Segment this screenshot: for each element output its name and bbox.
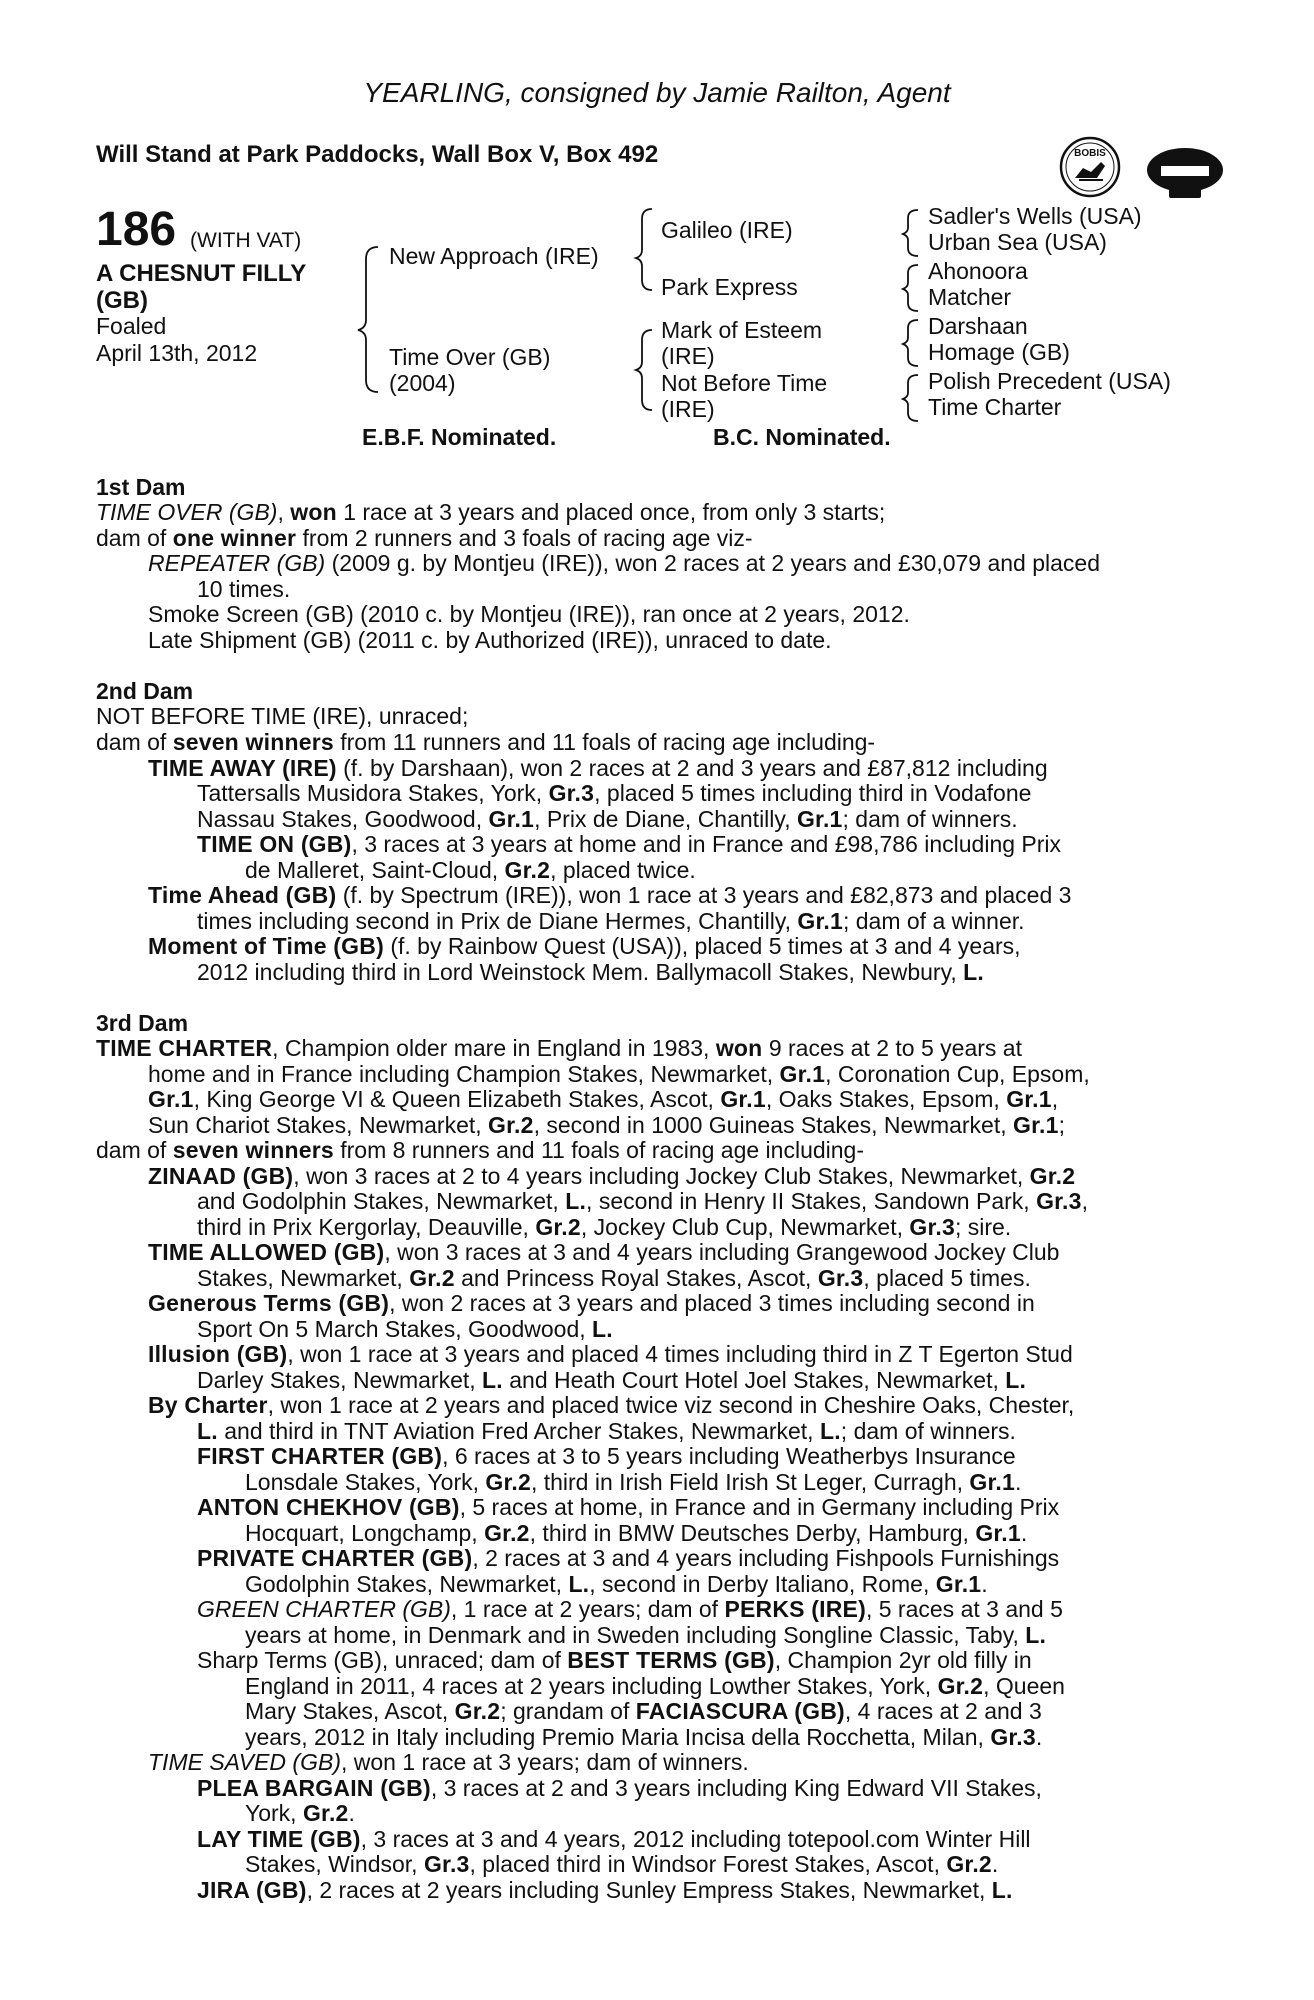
text-line: PLEA BARGAIN (GB), 3 races at 2 and 3 years including King Edward VII Stakes, <box>197 1775 1042 1801</box>
lot-description-line2: (GB) <box>96 287 148 314</box>
text-line: 10 times. <box>197 576 291 602</box>
text-line: REPEATER (GB) (2009 g. by Montjeu (IRE)), won 2 races at 2 years and £30,079 and placed <box>148 550 1101 576</box>
text-line: Tattersalls Musidora Stakes, York, Gr.3, placed 5 times including third in Vodafone <box>197 780 1032 806</box>
text-line: Stakes, Newmarket, Gr.2 and Princess Royal Stakes, Ascot, Gr.3, placed 5 times. <box>197 1265 1031 1291</box>
pedigree-dam-year: (2004) <box>389 370 456 396</box>
text-line: years, 2012 in Italy including Premio Maria Incisa della Rocchetta, Milan, Gr.3. <box>245 1724 1043 1750</box>
text-line: Nassau Stakes, Goodwood, Gr.1, Prix de Diane, Chantilly, Gr.1; dam of winners. <box>197 806 1018 832</box>
text-line: TIME CHARTER, Champion older mare in England in 1983, won 9 races at 2 to 5 years at <box>96 1035 1022 1061</box>
text-line: Time Ahead (GB) (f. by Spectrum (IRE)), won 1 race at 3 years and £82,873 and placed 3 <box>148 882 1072 908</box>
text-line: Sun Chariot Stakes, Newmarket, Gr.2, second in 1000 Guineas Stakes, Newmarket, Gr.1; <box>148 1112 1065 1138</box>
pedigree-g1: Sadler's Wells (USA) <box>928 203 1142 229</box>
text-line: PRIVATE CHARTER (GB), 2 races at 3 and 4 years including Fishpools Furnishings <box>197 1545 1060 1571</box>
page-title: YEARLING, consigned by Jamie Railton, Agent <box>363 77 951 108</box>
text-line: ZINAAD (GB), won 3 races at 2 to 4 years including Jockey Club Stakes, Newmarket, Gr.2 <box>148 1163 1076 1189</box>
pedigree-dam-sire-country: (IRE) <box>661 343 715 369</box>
text-line: Illusion (GB), won 1 race at 3 years and placed 4 times including third in Z T Egerton Stud <box>148 1341 1073 1367</box>
text-line: Sharp Terms (GB), unraced; dam of BEST TERMS (GB), Champion 2yr old filly in <box>197 1647 1032 1673</box>
text-line: TIME OVER (GB), won 1 race at 3 years and placed once, from only 3 starts; <box>96 499 886 525</box>
text-line: FIRST CHARTER (GB), 6 races at 3 to 5 years including Weatherbys Insurance <box>197 1443 1016 1469</box>
text-line: England in 2011, 4 races at 2 years including Lowther Stakes, York, Gr.2, Queen <box>245 1673 1065 1699</box>
text-line: TIME ON (GB), 3 races at 3 years at home and in France and £98,786 including Prix <box>197 831 1062 857</box>
text-line: years at home, in Denmark and in Sweden including Songline Classic, Taby, L. <box>245 1622 1047 1648</box>
text-line: TIME SAVED (GB), won 1 race at 3 years; dam of winners. <box>148 1749 749 1775</box>
text-line: TIME AWAY (IRE) (f. by Darshaan), won 2 races at 2 and 3 years and £87,812 including <box>148 755 1048 781</box>
pedigree-dam-dam-country: (IRE) <box>661 396 715 422</box>
text-line: third in Prix Kergorlay, Deauville, Gr.2, Jockey Club Cup, Newmarket, Gr.3; sire. <box>197 1214 1012 1240</box>
second-dam-heading: 2nd Dam <box>96 678 194 704</box>
pedigree-g4: Matcher <box>928 284 1012 310</box>
pedigree-g2: Urban Sea (USA) <box>928 229 1107 255</box>
stand-location: Will Stand at Park Paddocks, Wall Box V, Box 492 <box>96 141 659 168</box>
text-line: NOT BEFORE TIME (IRE), unraced; <box>96 703 469 729</box>
foaled-label: Foaled <box>96 313 167 339</box>
pedigree-g5: Darshaan <box>928 313 1028 339</box>
lot-description-line1: A CHESNUT FILLY <box>96 260 307 287</box>
pedigree-g7: Polish Precedent (USA) <box>928 368 1171 394</box>
pedigree-dam: Time Over (GB) <box>389 344 551 370</box>
text-line: dam of seven winners from 11 runners and 11 foals of racing age including- <box>96 729 876 755</box>
third-dam-heading: 3rd Dam <box>96 1010 189 1036</box>
text-line: and Godolphin Stakes, Newmarket, L., second in Henry II Stakes, Sandown Park, Gr.3, <box>197 1188 1089 1214</box>
text-line: Godolphin Stakes, Newmarket, L., second in Derby Italiano, Rome, Gr.1. <box>245 1571 988 1597</box>
text-line: Mary Stakes, Ascot, Gr.2; grandam of FACIASCURA (GB), 4 races at 2 and 3 <box>245 1698 1042 1724</box>
text-line: 2012 including third in Lord Weinstock Mem. Ballymacoll Stakes, Newbury, L. <box>197 959 984 985</box>
bc-nominated: B.C. Nominated. <box>713 424 891 450</box>
text-line: Darley Stakes, Newmarket, L. and Heath Court Hotel Joel Stakes, Newmarket, L. <box>197 1367 1027 1393</box>
lot-number: 186 <box>96 203 177 256</box>
pedigree-g6: Homage (GB) <box>928 339 1070 365</box>
text-line: Stakes, Windsor, Gr.3, placed third in Windsor Forest Stakes, Ascot, Gr.2. <box>245 1851 999 1877</box>
text-line: L. and third in TNT Aviation Fred Archer Stakes, Newmarket, L.; dam of winners. <box>197 1418 1016 1444</box>
text-line: JIRA (GB), 2 races at 2 years including Sunley Empress Stakes, Newmarket, L. <box>197 1877 1013 1903</box>
text-line: dam of one winner from 2 runners and 3 foals of racing age viz- <box>96 525 753 551</box>
text-line: Sport On 5 March Stakes, Goodwood, L. <box>197 1316 613 1342</box>
pedigree-sire: New Approach (IRE) <box>389 243 599 269</box>
text-line: Gr.1, King George VI & Queen Elizabeth Stakes, Ascot, Gr.1, Oaks Stakes, Epsom, Gr.1, <box>148 1086 1059 1112</box>
vat-note: (WITH VAT) <box>190 229 302 252</box>
text-line: Lonsdale Stakes, York, Gr.2, third in Irish Field Irish St Leger, Curragh, Gr.1. <box>245 1469 1022 1495</box>
ebf-nominated: E.B.F. Nominated. <box>362 424 557 450</box>
text-line: home and in France including Champion Stakes, Newmarket, Gr.1, Coronation Cup, Epsom, <box>148 1061 1090 1087</box>
pedigree-dam-dam: Not Before Time <box>661 370 828 396</box>
pedigree-g8: Time Charter <box>928 394 1062 420</box>
bobis-logo-text: BOBIS <box>1074 148 1106 159</box>
text-line: times including second in Prix de Diane Hermes, Chantilly, Gr.1; dam of a winner. <box>197 908 1025 934</box>
text-line: Hocquart, Longchamp, Gr.2, third in BMW Deutsches Derby, Hamburg, Gr.1. <box>245 1520 1028 1546</box>
pedigree-sire-sire: Galileo (IRE) <box>661 217 793 243</box>
text-line: dam of seven winners from 8 runners and 11 foals of racing age including- <box>96 1137 865 1163</box>
text-line: Moment of Time (GB) (f. by Rainbow Quest (USA)), placed 5 times at 3 and 4 years, <box>148 933 1021 959</box>
text-line: de Malleret, Saint-Cloud, Gr.2, placed twice. <box>245 857 696 883</box>
foaled-date: April 13th, 2012 <box>96 340 258 366</box>
text-line: GREEN CHARTER (GB), 1 race at 2 years; dam of PERKS (IRE), 5 races at 3 and 5 <box>197 1596 1063 1622</box>
pedigree-g3: Ahonoora <box>928 258 1028 284</box>
text-line: TIME ALLOWED (GB), won 3 races at 3 and 4 years including Grangewood Jockey Club <box>148 1239 1060 1265</box>
pedigree-dam-sire: Mark of Esteem <box>661 317 823 343</box>
pedigree-sire-dam: Park Express <box>661 274 798 300</box>
text-line: Late Shipment (GB) (2011 c. by Authorized (IRE)), unraced to date. <box>148 627 832 653</box>
text-line: LAY TIME (GB), 3 races at 3 and 4 years, 2012 including totepool.com Winter Hill <box>197 1826 1031 1852</box>
text-line: Smoke Screen (GB) (2010 c. by Montjeu (IRE)), ran once at 2 years, 2012. <box>148 601 910 627</box>
text-line: ANTON CHEKHOV (GB), 5 races at home, in France and in Germany including Prix <box>197 1494 1060 1520</box>
text-line: York, Gr.2. <box>245 1800 355 1826</box>
text-line: Generous Terms (GB), won 2 races at 3 years and placed 3 times including second in <box>148 1290 1035 1316</box>
first-dam-heading: 1st Dam <box>96 474 186 500</box>
text-line: By Charter, won 1 race at 2 years and placed twice viz second in Cheshire Oaks, Chester, <box>148 1392 1075 1418</box>
